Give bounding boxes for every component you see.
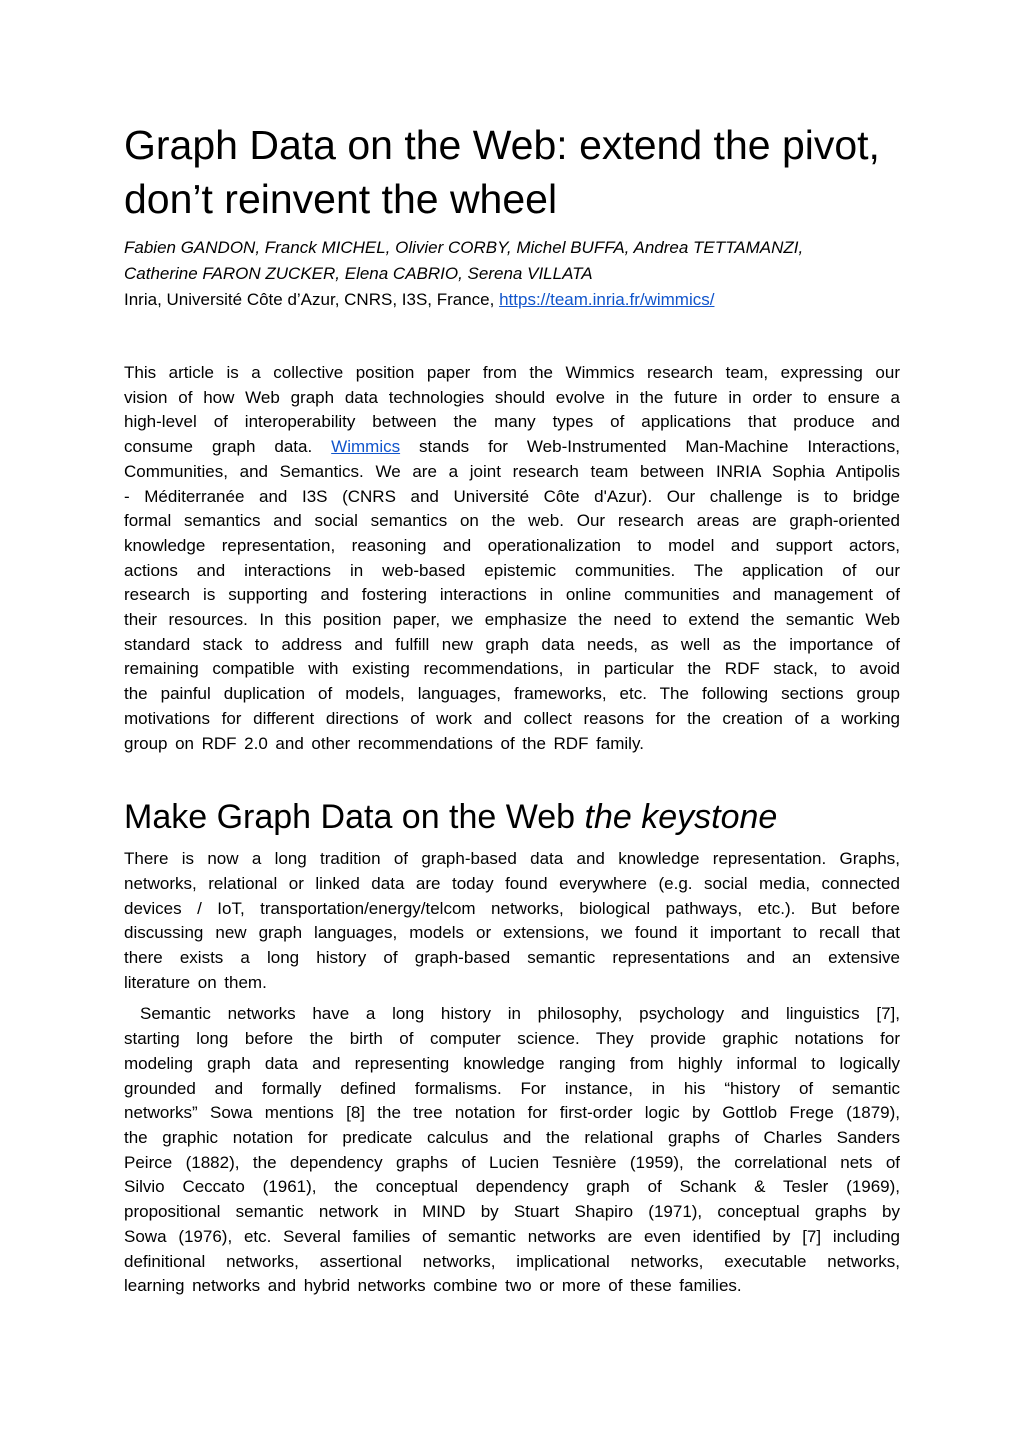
text-line: Graph Data on the Web: extend the pivot,: [124, 122, 880, 168]
text-line: There is now a long tradition of graph-based data and knowledge representation. Graphs,: [124, 849, 900, 869]
text-line: devices / IoT, transportation/energy/telcom networks, biological pathways, etc.). But before: [124, 898, 900, 918]
text-line: grounded and formally defined formalisms. For instance, in his “history of semantic: [124, 1078, 900, 1098]
text-line: remaining compatible with existing recommendations, in particular the RDF stack, to avoid: [124, 659, 900, 679]
section-paragraph-2: [124, 1002, 900, 1298]
text-line: the graphic notation for predicate calculus and the relational graphs of Charles Sanders: [124, 1127, 900, 1147]
text-line: Peirce (1882), the dependency graphs of Lucien Tesnière (1959), the correlational nets of: [124, 1152, 900, 1172]
text-line: actions and interactions in web-based epistemic communities. The application of our: [124, 560, 900, 580]
authors-byline: [124, 235, 900, 313]
text-line: [124, 235, 900, 261]
text-line: definitional networks, assertional networks, implicational networks, executable networks,: [124, 1251, 900, 1271]
section-heading: [124, 795, 900, 839]
text-line: there exists a long history of graph-based semantic representations and an extensive: [124, 948, 900, 968]
text-line: Sowa (1976), etc. Several families of semantic networks are even identified by [7] including: [124, 1226, 900, 1246]
text-line: propositional semantic network in MIND by Stuart Shapiro (1971), conceptual graphs by: [124, 1202, 900, 1222]
text-line: - Méditerranée and I3S (CNRS and Université Côte d'Azur). Our challenge is to bridge: [124, 486, 900, 506]
text-line: their resources. In this position paper, we emphasize the need to extend the semantic Web: [124, 610, 900, 630]
text-line: vision of how Web graph data technologies should evolve in the future in order to ensure a: [124, 387, 900, 407]
text-line: Make Graph Data on the Web the keystone: [124, 798, 778, 837]
text-line: don’t reinvent the wheel: [124, 176, 558, 222]
text-line: formal semantics and social semantics on the web. Our research areas are graph-oriented: [124, 511, 900, 531]
text-line: This article is a collective position paper from the Wimmics research team, expressing our: [124, 363, 900, 382]
section-paragraph-1: [124, 847, 900, 995]
text-line: Communities, and Semantics. We are a joint research team between INRIA Sophia Antipolis: [124, 461, 900, 481]
text-line: networks, relational or linked data are today found everywhere (e.g. social media, connected: [124, 873, 900, 893]
text-line: group on RDF 2.0 and other recommendations of the RDF family.: [124, 733, 644, 753]
text-line: knowledge representation, reasoning and operationalization to model and support actors,: [124, 535, 900, 555]
italic-text: Fabien GANDON, Franck MICHEL, Olivier CORBY, Michel BUFFA, Andrea TETTAMANZI,: [124, 238, 804, 257]
text-line: modeling graph data and representing knowledge ranging from highly informal to logically: [124, 1053, 900, 1073]
text-line: standard stack to address and fulfill new graph data needs, as well as the importance of: [124, 634, 900, 654]
inline-link[interactable]: https://team.inria.fr/wimmics/: [499, 290, 715, 309]
text-line: literature on them.: [124, 972, 267, 992]
paper-title: [124, 118, 900, 226]
inline-link[interactable]: Wimmics: [331, 437, 401, 457]
text-line: the painful duplication of models, languages, frameworks, etc. The following sections group: [124, 684, 900, 704]
text-line: high-level of interoperability between the many types of applications that produce and: [124, 412, 900, 432]
text-line: Inria, Université Côte d’Azur, CNRS, I3S, France, https://team.inria.fr/wimmics/: [124, 290, 715, 309]
text-line: motivations for different directions of work and collect reasons for the creation of a working: [124, 708, 900, 728]
text-line: [124, 261, 900, 287]
text-line: research is supporting and fostering interactions in online communities and management of: [124, 585, 900, 605]
italic-text: the keystone: [584, 798, 778, 837]
page-content: [124, 118, 900, 1299]
text-line: learning networks and hybrid networks combine two or more of these families.: [124, 1276, 742, 1296]
text-line: discussing new graph languages, models or extensions, we found it important to recall that: [124, 923, 900, 943]
text-line: starting long before the birth of computer science. They provide graphic notations for: [124, 1029, 900, 1049]
text-line: Semantic networks have a long history in philosophy, psychology and linguistics [7],: [140, 1004, 900, 1024]
abstract-paragraph: [124, 361, 900, 756]
text-line: networks” Sowa mentions [8] the tree notation for first-order logic by Gottlob Frege (1879),: [124, 1103, 900, 1123]
italic-text: Catherine FARON ZUCKER, Elena CABRIO, Serena VILLATA: [124, 264, 593, 283]
text-line: consume graph data. Wimmics stands for Web-Instrumented Man-Machine Interactions,: [124, 437, 900, 457]
text-line: Silvio Ceccato (1961), the conceptual dependency graph of Schank & Tesler (1969),: [124, 1177, 900, 1197]
